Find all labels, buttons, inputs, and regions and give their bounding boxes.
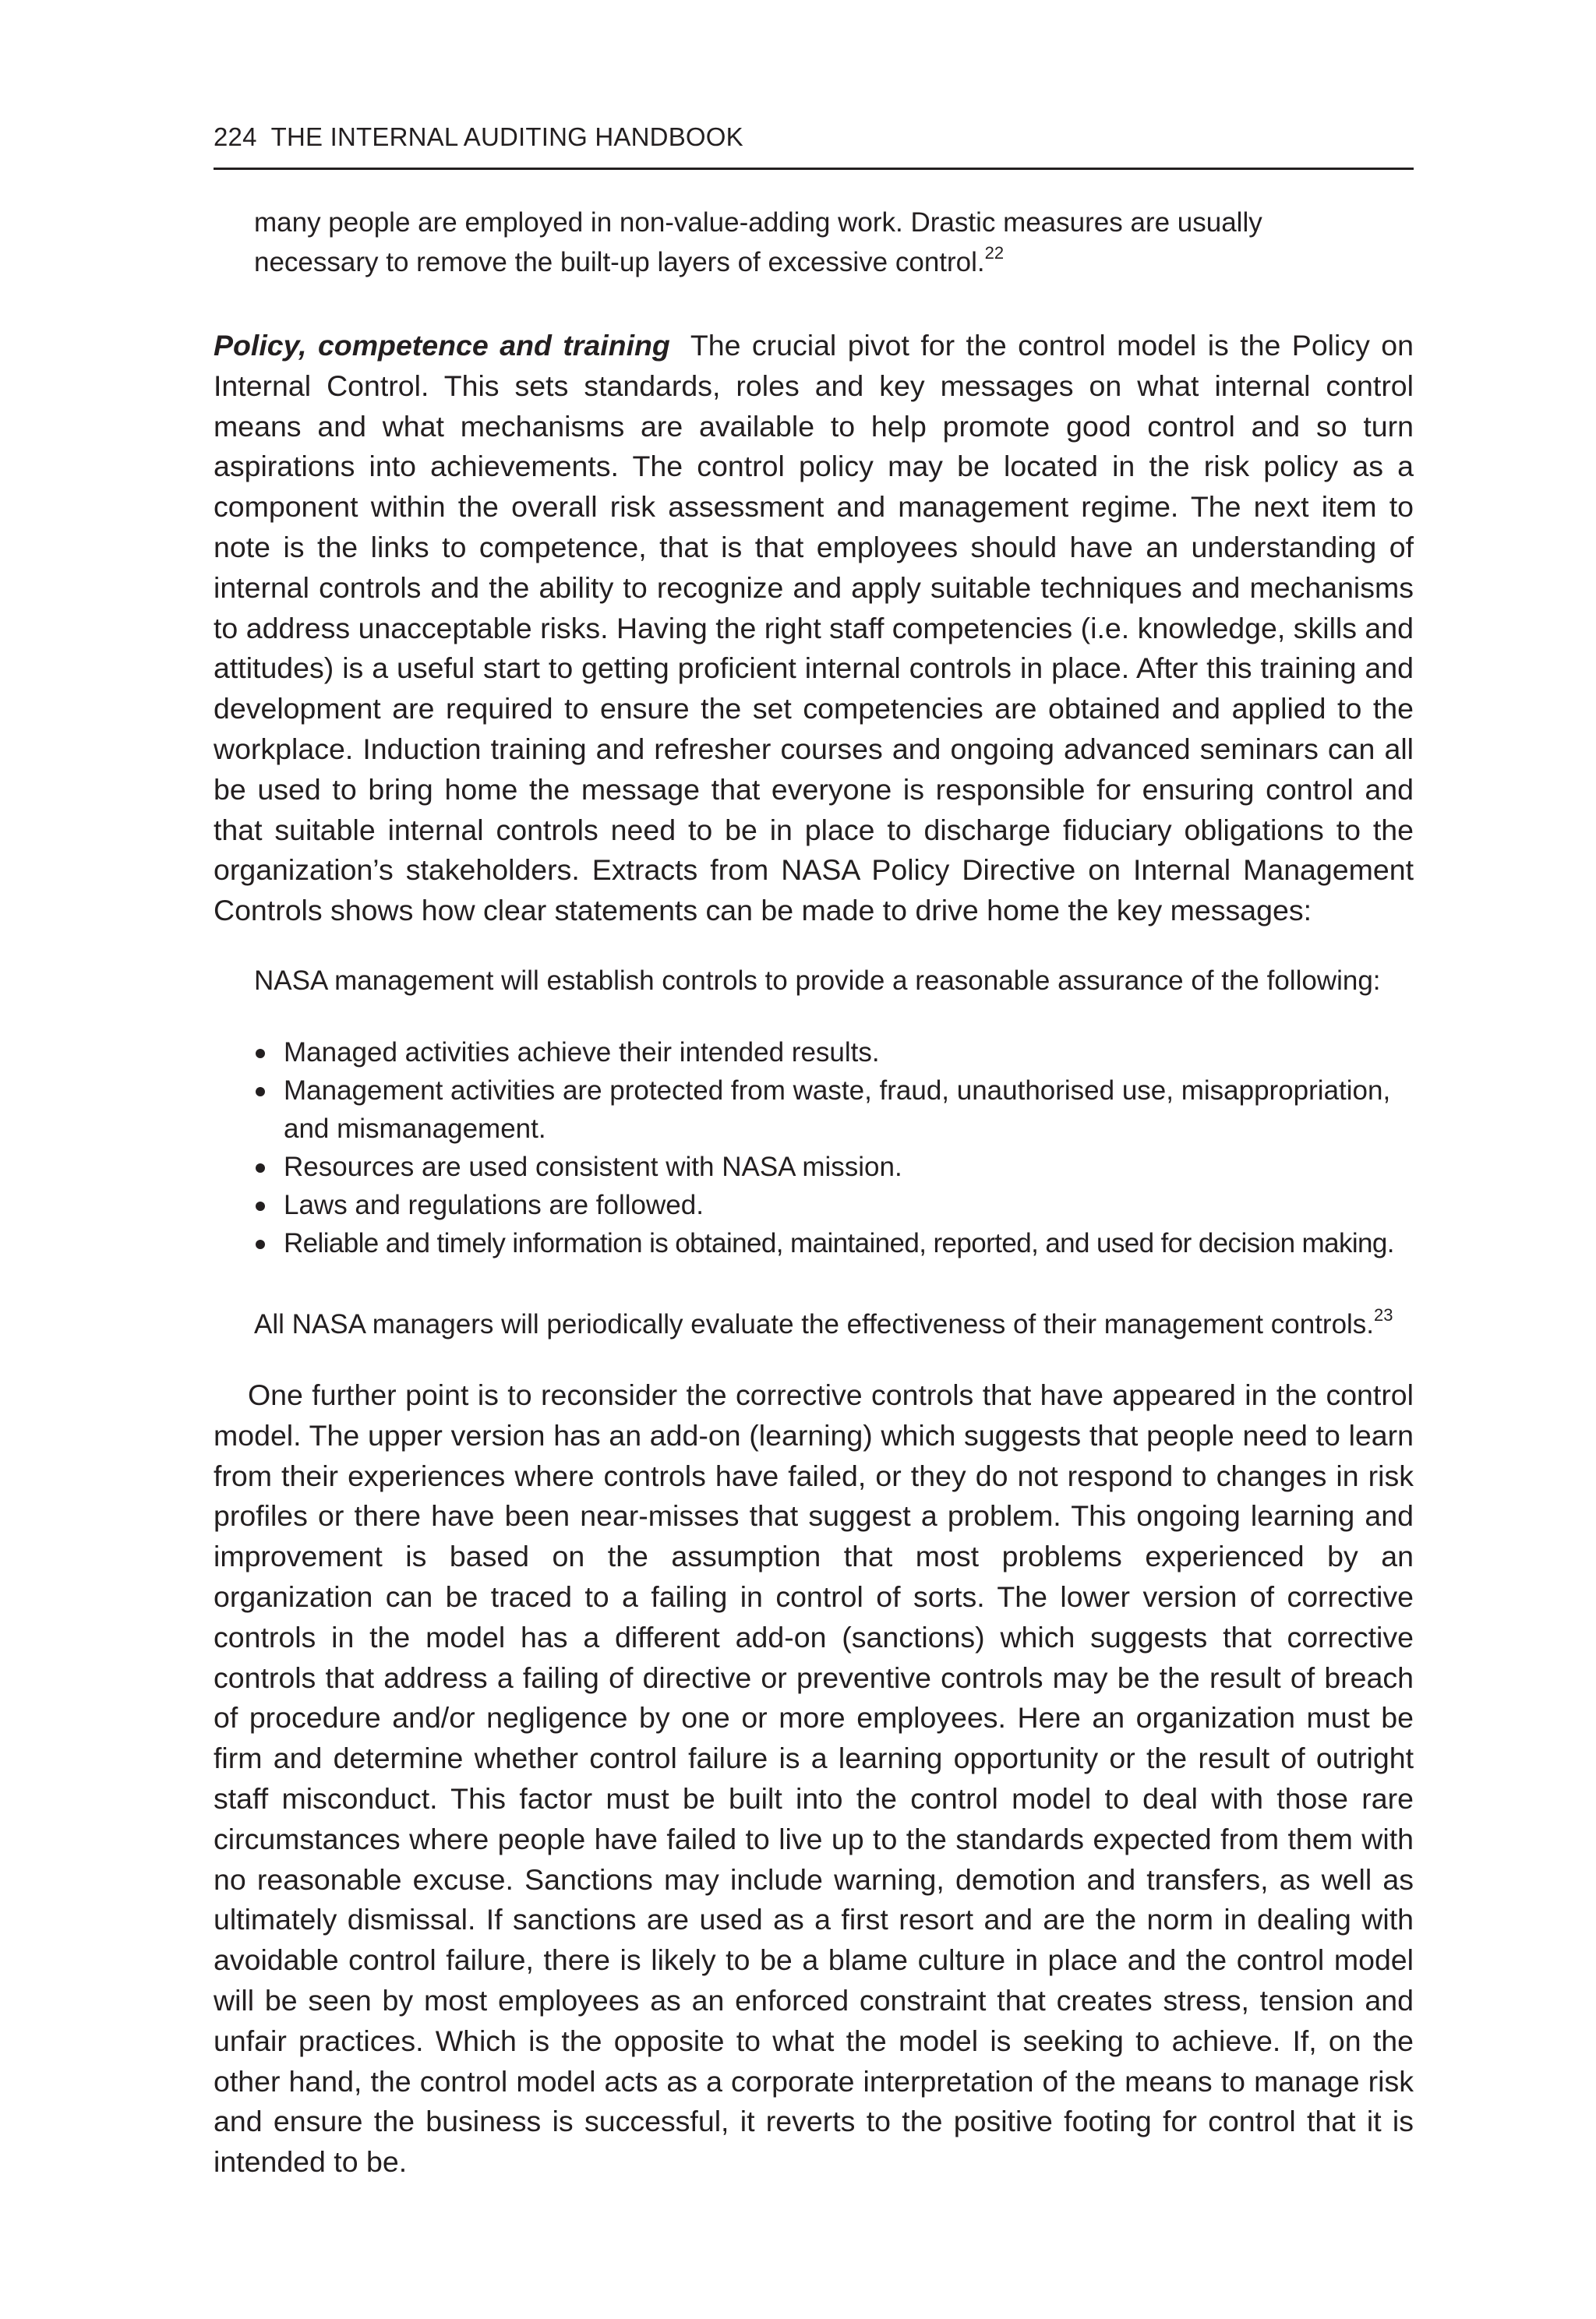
bullet-icon — [256, 1202, 265, 1211]
list-item — [254, 1148, 1414, 1186]
list-item — [254, 1033, 1414, 1071]
list-item — [254, 1224, 1414, 1262]
section-heading: Policy, competence and training — [214, 329, 670, 362]
book-title: THE INTERNAL AUDITING HANDBOOK — [270, 122, 743, 151]
list-item-text: Reliable and timely information is obtained, maintained, reported, and used for decision making. — [284, 1227, 1394, 1258]
bullet-icon — [256, 1163, 265, 1173]
opening-quote-text: many people are employed in non-value-adding work. Drastic measures are usually necessary to remove the built-up layers of excessive control. — [254, 207, 1262, 277]
list-item-text: Laws and regulations are followed. — [284, 1189, 704, 1220]
nasa-quote-closing — [254, 1304, 1414, 1344]
page-number: 224 — [214, 122, 257, 151]
bullet-icon — [256, 1049, 265, 1058]
nasa-quote-closing-text: All NASA managers will periodically evaluate the effectiveness of their management controls. — [254, 1308, 1375, 1340]
list-item-text: Resources are used consistent with NASA mission. — [284, 1151, 902, 1182]
final-paragraph — [214, 1375, 1414, 2183]
running-head — [214, 122, 1414, 153]
footnote-ref-23: 23 — [1374, 1304, 1393, 1325]
book-page — [214, 0, 1414, 2319]
policy-paragraph-text: The crucial pivot for the control model is the Policy on Internal Control. This sets standards, roles and key messages on what internal control means and what mechanisms are available to help promote good control and so turn aspirations into achievements. The control policy may be located in the risk policy as a component within the overall risk assessment and management regime. The next item to note is the links to competence, that is that employees should have an understanding of internal controls and the ability to recognize and apply suitable techniques and mechanisms to address unacceptable risks. Having the right staff competencies (i.e. knowledge, skills and attitudes) is a useful start to getting proficient internal controls in place. After this training and development are required to ensure the set competencies are obtained and applied to the workplace. Induction training and refresher courses and ongoing advanced seminars can all be used to bring home the message that everyone is responsible for ensuring control and that suitable internal controls need to be in place to discharge fiduciary obligations to the organization’s stakeholders. Extracts from NASA Policy Directive on Internal Management Controls shows how clear statements can be made to drive home the key messages: — [214, 329, 1414, 927]
nasa-quote-intro — [254, 961, 1414, 1001]
list-item-text: Managed activities achieve their intended results. — [284, 1036, 880, 1068]
bullet-icon — [256, 1240, 265, 1249]
bullet-icon — [256, 1087, 265, 1096]
footnote-ref-22: 22 — [984, 243, 1005, 263]
policy-paragraph — [214, 326, 1414, 931]
opening-quote — [254, 203, 1361, 282]
page-content — [214, 203, 1414, 2183]
nasa-bullet-list — [254, 1033, 1414, 1262]
header-rule — [214, 168, 1414, 170]
list-item — [254, 1186, 1414, 1224]
nasa-quote-intro-text: NASA management will establish controls to provide a reasonable assurance of the following: — [254, 965, 1381, 996]
final-paragraph-text: One further point is to reconsider the corrective controls that have appeared in the control model. The upper version has an add-on (learning) which suggests that people need to learn from their experiences where controls have failed, or they do not respond to changes in risk profiles or there have been near-misses that suggest a problem. This ongoing learning and improvement is based on the assumption that most problems experienced by an organization can be traced to a failing in control of sorts. The lower version of corrective controls in the model has a different add-on (sanctions) which suggests that corrective controls that address a failing of directive or preventive controls may be the result of breach of procedure and/or negligence by one or more employees. Here an organization must be firm and determine whether control failure is a learning opportunity or the result of outright staff misconduct. This factor must be built into the control model to deal with those rare circumstances where people have failed to live up to the standards expected from them with no reasonable excuse. Sanctions may include warning, demotion and transfers, as well as ultimately dismissal. If sanctions are used as a first resort and are the norm in dealing with avoidable control failure, there is likely to be a blame culture in place and the control model will be seen by most employees as an enforced constraint that creates stress, tension and unfair practices. Which is the opposite to what the model is seeking to achieve. If, on the other hand, the control model acts as a corporate interpretation of the means to manage risk and ensure the business is successful, it reverts to the positive footing for control that it is intended to be. — [214, 1378, 1414, 2179]
list-item-text: Management activities are protected from waste, fraud, unauthorised use, misappropriation, and mismanagement. — [284, 1075, 1391, 1144]
list-item — [254, 1071, 1414, 1148]
